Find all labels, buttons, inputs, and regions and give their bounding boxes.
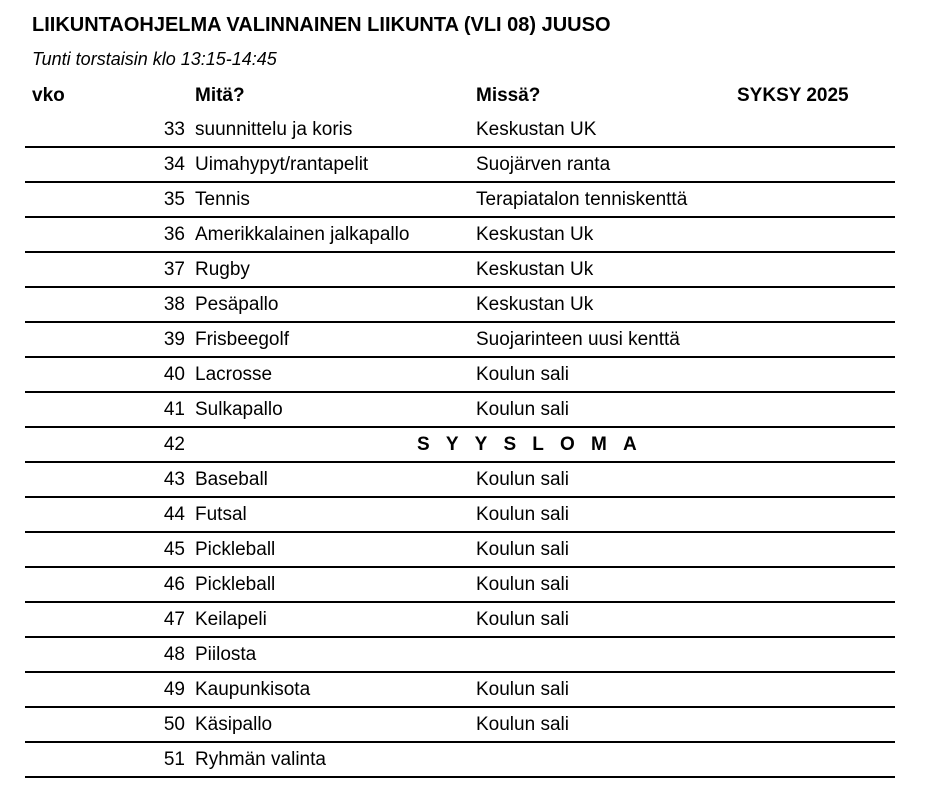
week-number: 35 (163, 189, 185, 210)
table-row (25, 638, 895, 673)
week-number: 43 (163, 469, 185, 490)
activity-cell: Tennis (195, 189, 250, 210)
table-row (25, 323, 895, 358)
week-number: 49 (163, 679, 185, 700)
table-row (25, 393, 895, 428)
activity-cell: Uimahypyt/rantapelit (195, 154, 369, 175)
schedule-table (25, 113, 895, 778)
table-row (25, 533, 895, 568)
activity-cell: Ryhmän valinta (195, 749, 326, 770)
activity-cell: Rugby (195, 259, 250, 280)
table-row (25, 358, 895, 393)
week-number: 38 (163, 294, 185, 315)
place-cell: Koulun sali (476, 714, 569, 735)
activity-cell: Keilapeli (195, 609, 267, 630)
activity-cell: Amerikkalainen jalkapallo (195, 224, 410, 245)
activity-cell: Kaupunkisota (195, 679, 311, 700)
place-cell: Koulun sali (476, 469, 569, 490)
week-number: 34 (163, 154, 185, 175)
place-cell: Keskustan Uk (476, 294, 594, 315)
activity-cell: Futsal (195, 504, 247, 525)
week-number: 45 (163, 539, 185, 560)
activity-cell: Pesäpallo (195, 294, 279, 315)
place-cell: Koulun sali (476, 399, 569, 420)
week-number: 48 (163, 644, 185, 665)
place-cell: Koulun sali (476, 504, 569, 525)
week-number: 44 (163, 504, 185, 525)
activity-cell: Piilosta (195, 644, 257, 665)
table-row (25, 463, 895, 498)
week-number: 42 (163, 434, 185, 455)
place-cell: Keskustan Uk (476, 224, 594, 245)
week-number: 50 (163, 714, 185, 735)
week-number: 51 (163, 749, 185, 770)
week-number: 40 (163, 364, 185, 385)
week-number: 39 (163, 329, 185, 350)
week-number: 36 (163, 224, 185, 245)
place-cell: Terapiatalon tenniskenttä (476, 189, 688, 210)
activity-cell: Baseball (195, 469, 268, 490)
holiday-label: SYYSLOMA (417, 434, 653, 455)
activity-cell: Pickleball (195, 574, 276, 595)
table-row (25, 288, 895, 323)
place-cell: Koulun sali (476, 679, 569, 700)
activity-cell: Lacrosse (195, 364, 273, 385)
table-row (25, 428, 895, 463)
lesson-time: Tunti torstaisin klo 13:15-14:45 (32, 49, 277, 69)
column-header-activity: Mitä? (195, 85, 245, 106)
place-cell: Koulun sali (476, 609, 569, 630)
week-number: 46 (163, 574, 185, 595)
table-row (25, 148, 895, 183)
season-label: SYKSY 2025 (737, 85, 849, 106)
table-row (25, 603, 895, 638)
column-header-week: vko (32, 85, 65, 106)
activity-cell: Käsipallo (195, 714, 273, 735)
table-row (25, 743, 895, 778)
place-cell: Suojarinteen uusi kenttä (476, 329, 680, 350)
place-cell: Koulun sali (476, 539, 569, 560)
table-row (25, 183, 895, 218)
week-number: 37 (163, 259, 185, 280)
table-row (25, 253, 895, 288)
activity-cell: Frisbeegolf (195, 329, 289, 350)
place-cell: Suojärven ranta (476, 154, 611, 175)
table-row (25, 673, 895, 708)
place-cell: Keskustan UK (476, 119, 597, 140)
table-row (25, 498, 895, 533)
week-number: 33 (163, 119, 185, 140)
place-cell: Keskustan Uk (476, 259, 594, 280)
table-row (25, 568, 895, 603)
column-header-place: Missä? (476, 85, 541, 106)
place-cell: Koulun sali (476, 574, 569, 595)
place-cell: Koulun sali (476, 364, 569, 385)
week-number: 47 (163, 609, 185, 630)
table-row (25, 218, 895, 253)
activity-cell: Sulkapallo (195, 399, 283, 420)
table-row (25, 113, 895, 148)
page-title: LIIKUNTAOHJELMA VALINNAINEN LIIKUNTA (VLI 08) JUUSO (32, 14, 611, 36)
activity-cell: suunnittelu ja koris (195, 119, 353, 140)
week-number: 41 (163, 399, 185, 420)
table-row (25, 708, 895, 743)
activity-cell: Pickleball (195, 539, 276, 560)
